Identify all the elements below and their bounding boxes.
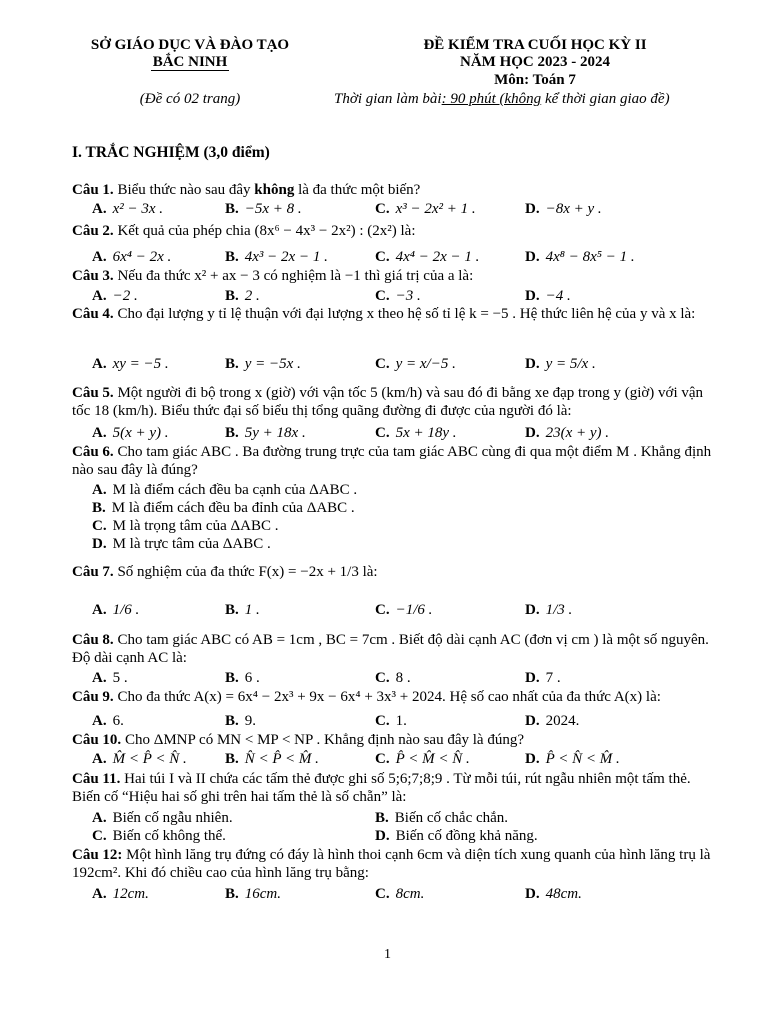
q9-option-b[interactable]: B. 9.	[225, 713, 257, 729]
q3-option-a[interactable]: A. −2 .	[92, 288, 138, 304]
question-4: Câu 4. Cho đại lượng y tỉ lệ thuận với đại lượng x theo hệ số tỉ lệ k = −5 . Hệ thức liên hệ của y và x là:	[72, 306, 696, 322]
q4-option-c[interactable]: C. y = x/−5 .	[375, 356, 456, 372]
q1-option-d[interactable]: D. −8x + y .	[525, 201, 602, 217]
q11-option-d[interactable]: D. Biến cố đồng khả năng.	[375, 828, 538, 844]
province-name: BẮC NINH	[152, 54, 228, 70]
department-name: SỞ GIÁO DỤC VÀ ĐÀO TẠO	[90, 37, 290, 53]
question-6: Câu 6. Cho tam giác ABC . Ba đường trung trực của tam giác ABC cùng đi qua một điểm M . Khẳng định nào sau đây là đúng?	[72, 444, 712, 478]
q2-option-c[interactable]: C. 4x⁴ − 2x − 1 .	[375, 249, 480, 265]
q6-option-b[interactable]: B. M là điểm cách đều ba đỉnh của ΔABC .	[92, 500, 355, 516]
question-1: Câu 1. Biểu thức nào sau đây không là đa thức một biến?	[72, 182, 421, 198]
question-7: Câu 7. Số nghiệm của đa thức F(x) = −2x + 1/3 là:	[72, 564, 378, 580]
question-10: Câu 10. Cho ΔMNP có MN < MP < NP . Khẳng định nào sau đây là đúng?	[72, 732, 524, 748]
question-5: Câu 5. Một người đi bộ trong x (giờ) với vận tốc 5 (km/h) và sau đó đi bằng xe đạp trong y (giờ) với vận tốc 18 (km/h). Biểu thức đại số biểu thị tổng quãng đường đi được của người đó là:	[72, 385, 704, 419]
q3-option-d[interactable]: D. −4 .	[525, 288, 571, 304]
exam-title: ĐỀ KIỂM TRA CUỐI HỌC KỲ II	[423, 37, 647, 53]
school-year: NĂM HỌC 2023 - 2024	[460, 54, 610, 70]
q8-option-a[interactable]: A. 5 .	[92, 670, 128, 686]
question-2: Câu 2. Kết quả của phép chia (8x⁶ − 4x³ − 2x²) : (2x²) là:	[72, 223, 416, 239]
q7-option-d[interactable]: D. 1/3 .	[525, 602, 573, 618]
q4-option-a[interactable]: A. xy = −5 .	[92, 356, 169, 372]
question-3: Câu 3. Nếu đa thức x² + ax − 3 có nghiệm là −1 thì giá trị của a là:	[72, 268, 474, 284]
question-8: Câu 8. Cho tam giác ABC có AB = 1cm , BC = 7cm . Biết độ dài cạnh AC (đơn vị cm ) là một số nguyên. Độ dài cạnh AC là:	[72, 632, 709, 666]
q6-option-d[interactable]: D. M là trực tâm của ΔABC .	[92, 536, 271, 552]
q1-option-a[interactable]: A. x² − 3x .	[92, 201, 164, 217]
q7-option-a[interactable]: A. 1/6 .	[92, 602, 140, 618]
q10-option-c[interactable]: C. P̂ < M̂ < N̂ .	[375, 751, 470, 767]
q1-option-b[interactable]: B. −5x + 8 .	[225, 201, 302, 217]
q1-option-c[interactable]: C. x³ − 2x² + 1 .	[375, 201, 476, 217]
page-number: 1	[384, 947, 391, 962]
q11-option-a[interactable]: A. Biến cố ngẫu nhiên.	[92, 810, 233, 826]
question-9: Câu 9. Cho đa thức A(x) = 6x⁴ − 2x³ + 9x − 6x⁴ + 3x³ + 2024. Hệ số cao nhất của đa thức A(x) là:	[72, 689, 661, 705]
q2-option-a[interactable]: A. 6x⁴ − 2x .	[92, 249, 172, 265]
q4-option-d[interactable]: D. y = 5/x .	[525, 356, 596, 372]
q8-option-c[interactable]: C. 8 .	[375, 670, 411, 686]
q12-option-d[interactable]: D. 48cm.	[525, 886, 582, 902]
q5-option-a[interactable]: A. 5(x + y) .	[92, 425, 169, 441]
q9-option-d[interactable]: D. 2024.	[525, 713, 580, 729]
q9-option-c[interactable]: C. 1.	[375, 713, 407, 729]
q3-option-b[interactable]: B. 2 .	[225, 288, 260, 304]
q10-option-b[interactable]: B. N̂ < P̂ < M̂ .	[225, 751, 319, 767]
q6-option-a[interactable]: A. M là điểm cách đều ba cạnh của ΔABC .	[92, 482, 358, 498]
q3-option-c[interactable]: C. −3 .	[375, 288, 421, 304]
q5-option-d[interactable]: D. 23(x + y) .	[525, 425, 610, 441]
subject: Môn: Toán 7	[494, 72, 576, 88]
q2-option-b[interactable]: B. 4x³ − 2x − 1 .	[225, 249, 328, 265]
q7-option-c[interactable]: C. −1/6 .	[375, 602, 433, 618]
section-title: I. TRẮC NGHIỆM (3,0 điểm)	[72, 144, 270, 161]
q8-option-d[interactable]: D. 7 .	[525, 670, 561, 686]
q12-option-c[interactable]: C. 8cm.	[375, 886, 425, 902]
q5-option-b[interactable]: B. 5y + 18x .	[225, 425, 306, 441]
page-count-note: (Đề có 02 trang)	[139, 91, 241, 107]
q7-option-b[interactable]: B. 1 .	[225, 602, 260, 618]
q10-option-d[interactable]: D. P̂ < N̂ < M̂ .	[525, 751, 620, 767]
q4-option-b[interactable]: B. y = −5x .	[225, 356, 301, 372]
q6-option-c[interactable]: C. M là trọng tâm của ΔABC .	[92, 518, 279, 534]
q10-option-a[interactable]: A. M̂ < P̂ < N̂ .	[92, 751, 187, 767]
q2-option-d[interactable]: D. 4x⁸ − 8x⁵ − 1 .	[525, 249, 635, 265]
q5-option-c[interactable]: C. 5x + 18y .	[375, 425, 457, 441]
q8-option-b[interactable]: B. 6 .	[225, 670, 260, 686]
question-12: Câu 12: Một hình lăng trụ đứng có đáy là hình thoi cạnh 6cm và diện tích xung quanh của hình lăng trụ là 192cm². Khi đó chiều cao của hình lăng trụ bằng:	[72, 847, 711, 881]
q12-option-a[interactable]: A. 12cm.	[92, 886, 149, 902]
time-limit: Thời gian làm bài: 90 phút (không kể thời gian giao đề)	[334, 91, 670, 107]
q11-option-c[interactable]: C. Biến cố không thể.	[92, 828, 226, 844]
q12-option-b[interactable]: B. 16cm.	[225, 886, 282, 902]
q11-option-b[interactable]: B. Biến cố chắc chắn.	[375, 810, 509, 826]
question-11: Câu 11. Hai túi I và II chứa các tấm thẻ được ghi số 5;6;7;8;9 . Từ mỗi túi, rút ngẫu nhiên một tấm thẻ. Biến cố “Hiệu hai số ghi trên hai tấm thẻ là số chẵn” là:	[72, 771, 691, 805]
q9-option-a[interactable]: A. 6.	[92, 713, 124, 729]
